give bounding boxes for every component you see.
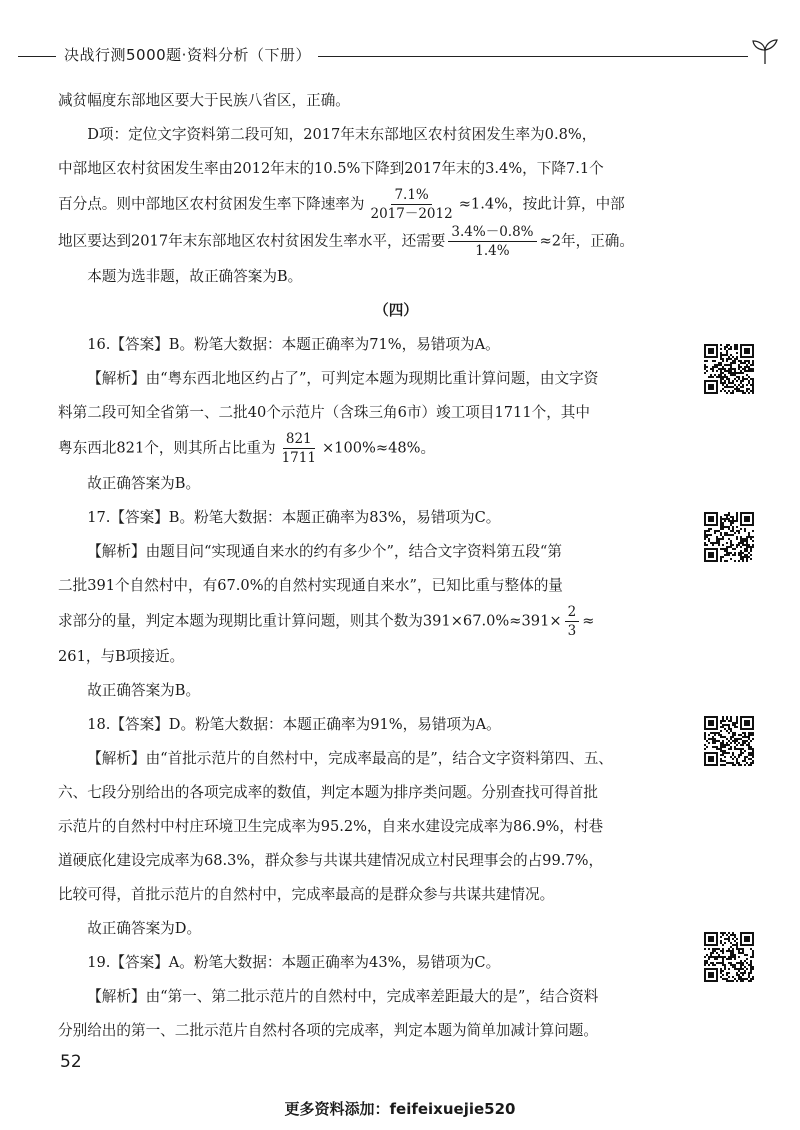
analysis-line: 【解析】由题目问“实现通自来水的约有多少个”，结合文字资料第五段“第	[87, 543, 562, 560]
text-line-with-fraction	[58, 430, 734, 467]
text-line-with-fraction	[58, 223, 734, 260]
text-line: 六、七段分别给出的各项完成率的数值，判定本题为排序类问题。分别查找可得首批	[58, 784, 598, 801]
text-segment: 地区要达到2017年末东部地区农村贫困发生率水平，还需要	[58, 232, 446, 250]
analysis-line: 【解析】由“第一、第二批示范片的自然村中，完成率差距最大的是”，结合资料	[87, 988, 599, 1005]
text-line: 分别给出的第一、二批示范片自然村各项的完成率，判定本题为简单加减计算问题。	[58, 1022, 598, 1039]
conclusion-line: 故正确答案为B。	[87, 682, 201, 699]
section-heading: （四）	[374, 302, 418, 319]
analysis-line: 【解析】由“粤东西北地区约占了”，可判定本题为现期比重计算问题，由文字资	[87, 370, 599, 387]
header-rule-right	[318, 56, 748, 57]
header-title: 决战行测5000题·资料分析（下册）	[64, 46, 311, 64]
fraction	[448, 223, 536, 260]
conclusion-line: 故正确答案为B。	[87, 475, 201, 492]
qr-code-icon[interactable]	[704, 932, 754, 982]
text-line: 料第二段可知全省第一、二批40个示范片（含珠三角6市）竣工项目1711个，其中	[58, 404, 590, 421]
fraction	[279, 430, 319, 467]
fraction-denominator: 3	[567, 623, 577, 639]
fraction-denominator: 2017－2012	[370, 206, 453, 222]
page-number: 52	[60, 1052, 82, 1072]
fraction-numerator: 7.1%	[391, 186, 431, 205]
text-line: 261，与B项接近。	[58, 648, 185, 665]
answer-line: 19.【答案】A。粉笔大数据：本题正确率为43%，易错项为C。	[87, 954, 501, 971]
fraction	[565, 603, 580, 640]
page-content	[58, 84, 734, 1048]
text-segment: ≈1.4%，按此计算，中部	[458, 195, 625, 213]
footer-advert: 更多资料添加：feifeixuejie520	[284, 1100, 516, 1118]
fraction-denominator: 1711	[281, 450, 316, 466]
text-segment: 粤东西北821个，则其所占比重为	[58, 439, 276, 457]
text-line: 中部地区农村贫困发生率由2012年末的10.5%下降到2017年末的3.4%，下降7.1个	[58, 160, 604, 177]
text-line: 道硬底化建设完成率为68.3%，群众参与共谋共建情况成立村民理事会的占99.7%，	[58, 852, 604, 869]
text-line-with-fraction	[58, 186, 734, 223]
text-segment: ×100%≈48%。	[321, 439, 436, 457]
text-segment: ≈	[582, 612, 595, 630]
fraction-numerator: 821	[283, 430, 315, 449]
text-line: 减贫幅度东部地区要大于民族八省区，正确。	[58, 92, 350, 109]
header-rule-left	[18, 56, 56, 57]
page-header	[18, 44, 780, 70]
fraction-numerator: 2	[565, 603, 580, 622]
answer-line: 16.【答案】B。粉笔大数据：本题正确率为71%，易错项为A。	[87, 336, 500, 353]
text-line-with-fraction	[58, 603, 734, 640]
text-line: 比较可得，首批示范片的自然村中，完成率最高的是群众参与共谋共建情况。	[58, 886, 555, 903]
answer-line: 18.【答案】D。粉笔大数据：本题正确率为91%，易错项为A。	[87, 716, 501, 733]
conclusion-line: 故正确答案为D。	[87, 920, 202, 937]
fraction-numerator: 3.4%－0.8%	[448, 223, 536, 242]
text-line: D项：定位文字资料第二段可知，2017年末东部地区农村贫困发生率为0.8%，	[87, 126, 597, 143]
qr-code-icon[interactable]	[704, 716, 754, 766]
analysis-line: 【解析】由“首批示范片的自然村中，完成率最高的是”，结合文字资料第四、五、	[87, 750, 613, 767]
answer-line: 17.【答案】B。粉笔大数据：本题正确率为83%，易错项为C。	[87, 509, 501, 526]
text-line: 示范片的自然村中村庄环境卫生完成率为95.2%，自来水建设完成率为86.9%，村巷	[58, 818, 604, 835]
text-line: 本题为选非题，故正确答案为B。	[87, 268, 303, 285]
qr-code-icon[interactable]	[704, 344, 754, 394]
fraction-denominator: 1.4%	[475, 243, 510, 259]
text-segment: 求部分的量，判定本题为现期比重计算问题，则其个数为391×67.0%≈391×	[58, 612, 562, 630]
text-segment: 百分点。则中部地区农村贫困发生率下降速率为	[58, 195, 365, 213]
text-segment: ≈2年，正确。	[539, 232, 634, 250]
fraction	[367, 186, 455, 223]
sprout-icon	[750, 38, 780, 66]
qr-code-icon[interactable]	[704, 512, 754, 562]
text-line: 二批391个自然村中，有67.0%的自然村实现通自来水”，已知比重与整体的量	[58, 577, 563, 594]
